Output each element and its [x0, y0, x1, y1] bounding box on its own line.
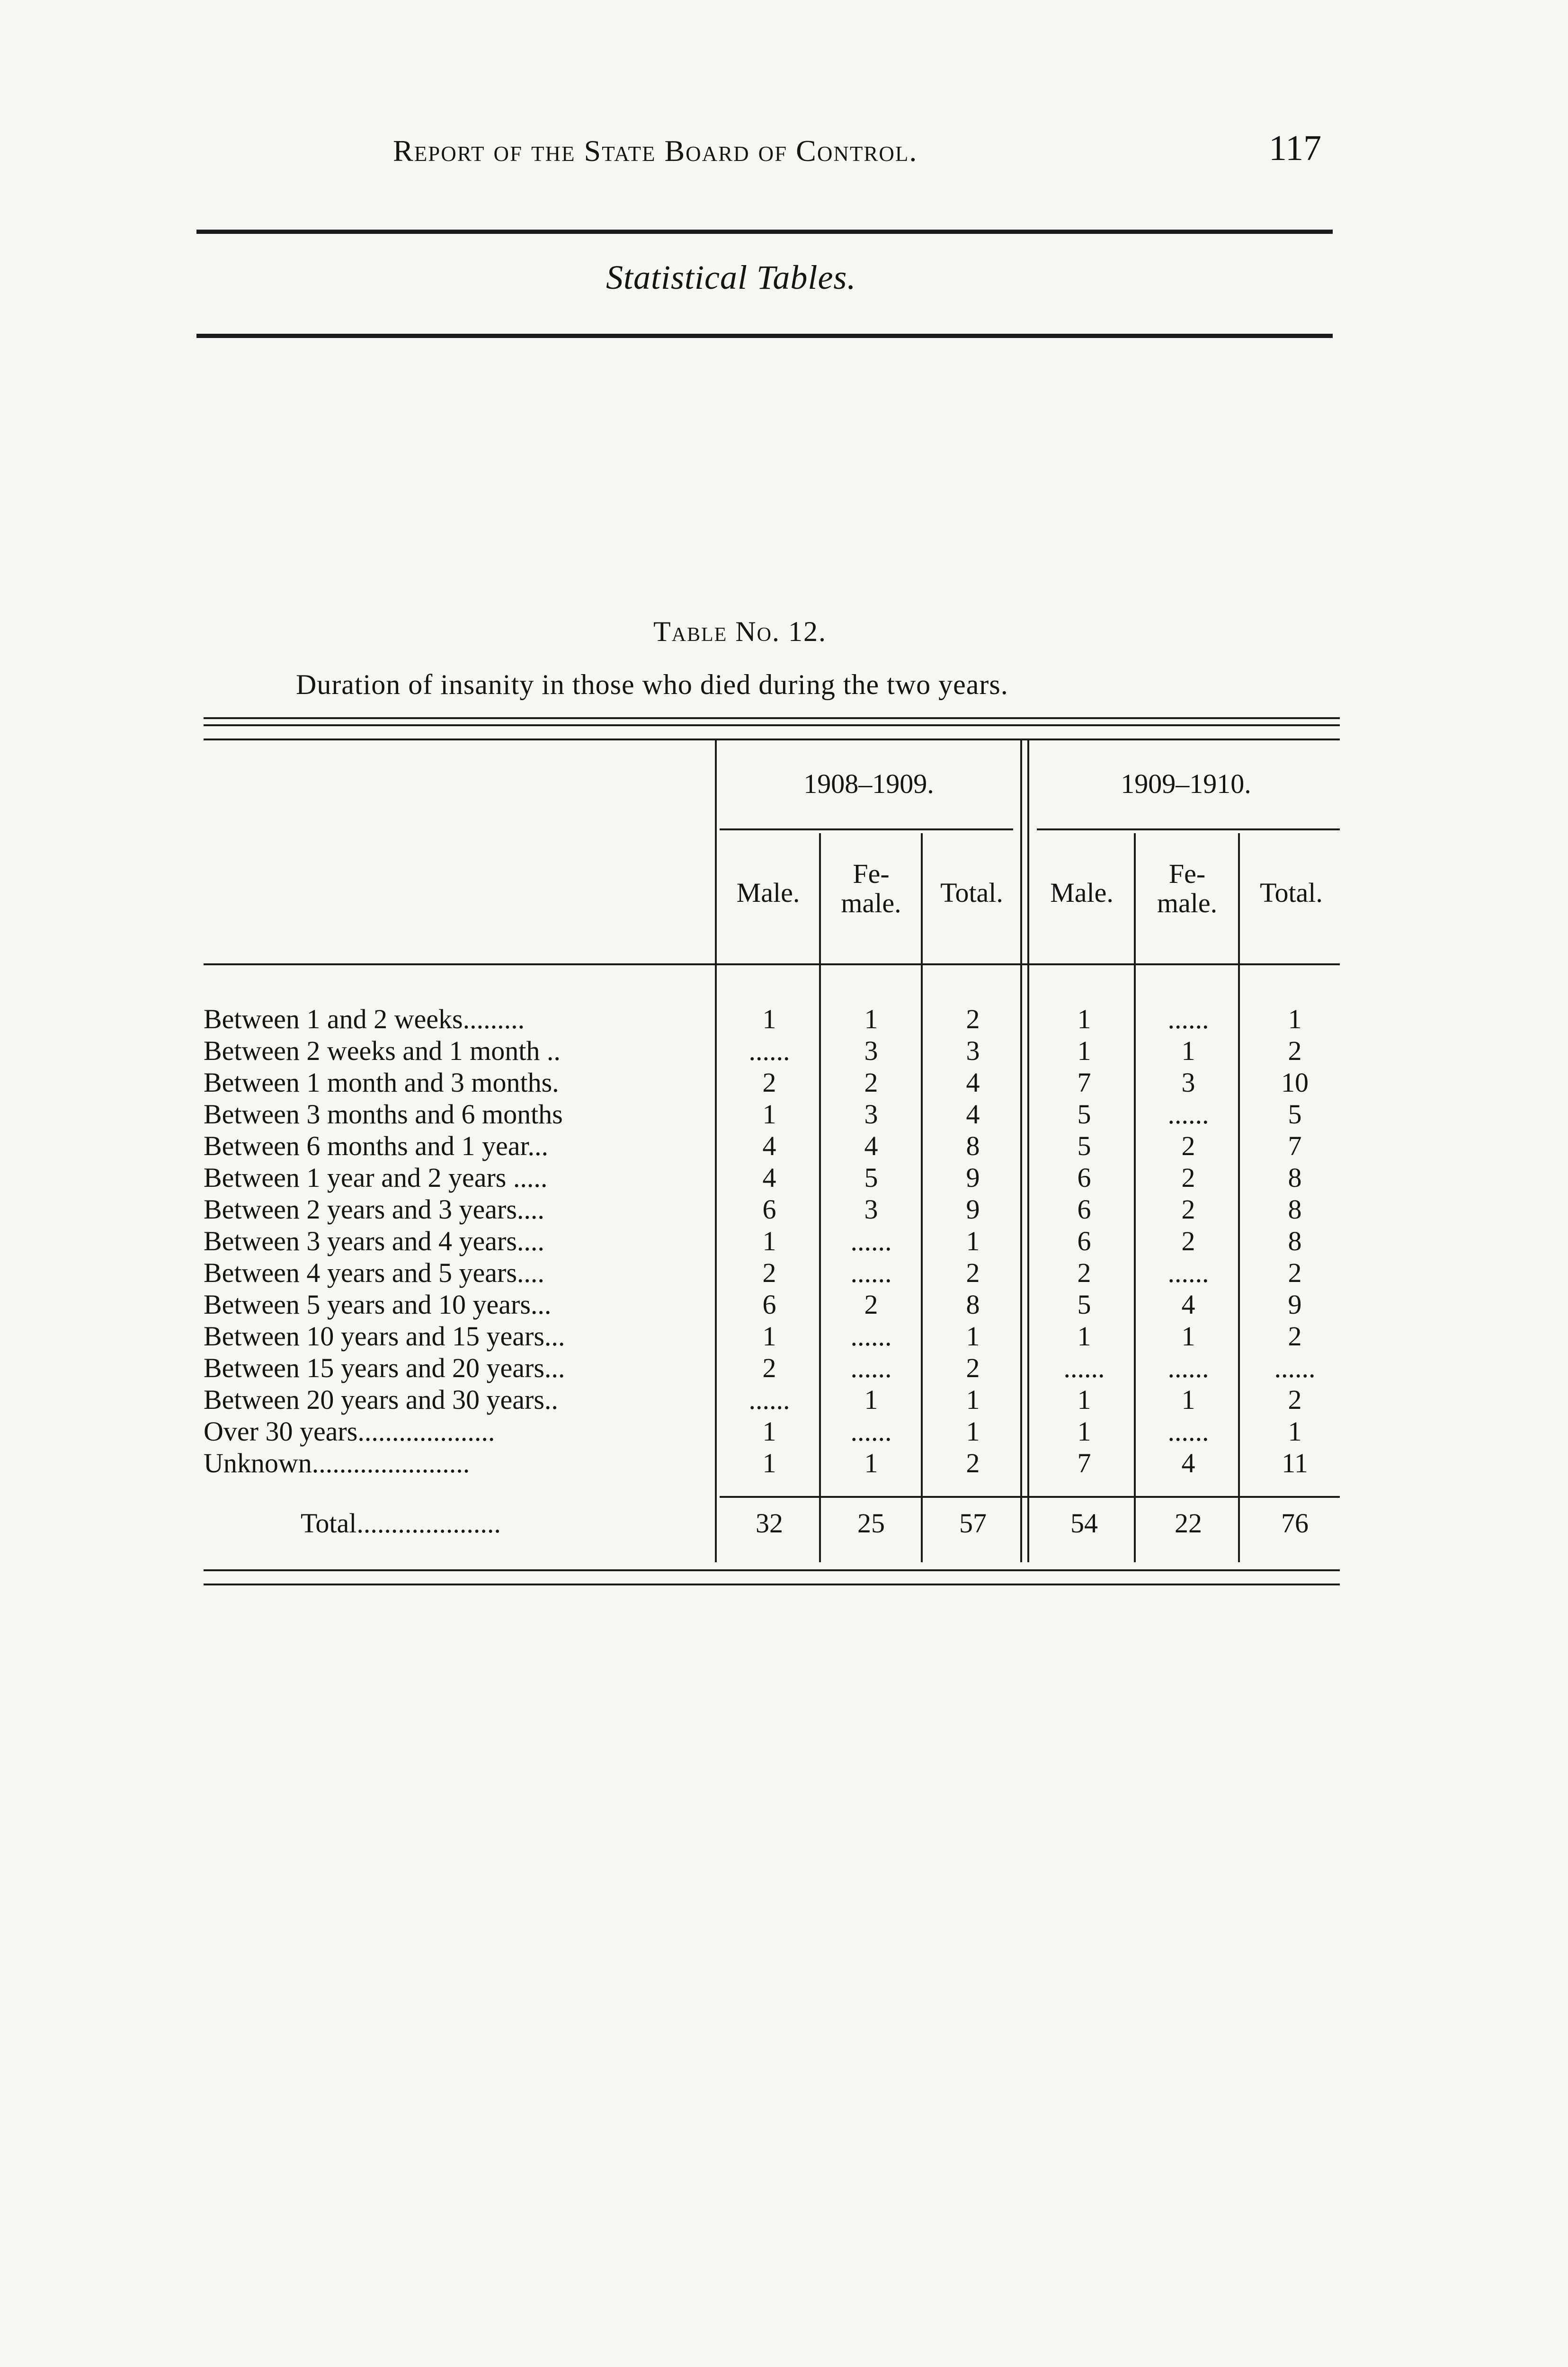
column-rule — [715, 739, 717, 1562]
table-cell: 1 — [762, 1416, 776, 1447]
table-cell: 2 — [1077, 1257, 1091, 1288]
table-cell: 1 — [762, 1448, 776, 1478]
header-rule-top — [196, 230, 1333, 234]
column-rule — [819, 833, 821, 1562]
table-cell: 4 — [864, 1130, 878, 1161]
table-cell: 8 — [966, 1130, 980, 1161]
column-heading-female-line2: male. — [841, 888, 901, 918]
column-heading-total: Total. — [1260, 877, 1323, 908]
table-cell: 7 — [1288, 1130, 1302, 1161]
table-cell: 1 — [1181, 1321, 1195, 1352]
table-cell: 7 — [1077, 1067, 1091, 1098]
table-cell: 5 — [1077, 1130, 1091, 1161]
table-cell: 10 — [1281, 1067, 1309, 1098]
table-bottom-rule — [204, 1569, 1340, 1571]
period-heading: 1909–1910. — [1121, 768, 1251, 799]
table-cell: 1 — [864, 1384, 878, 1415]
table-cell: 4 — [762, 1130, 776, 1161]
table-cell: ...... — [1063, 1353, 1105, 1383]
table-cell: 11 — [1282, 1448, 1308, 1478]
table-cell: 9 — [966, 1194, 980, 1225]
table-cell: 5 — [1077, 1099, 1091, 1130]
header-bottom-rule — [204, 963, 1340, 965]
table-cell: 1 — [1077, 1035, 1091, 1066]
table-bottom-rule — [204, 1584, 1340, 1585]
table-cell: 5 — [864, 1162, 878, 1193]
table-cell: 6 — [762, 1194, 776, 1225]
row-label: Between 5 years and 10 years... — [204, 1289, 552, 1320]
table-cell: 2 — [966, 1257, 980, 1288]
table-cell: 6 — [762, 1289, 776, 1320]
header-rule-bottom — [196, 334, 1333, 338]
table-cell: 1 — [1077, 1384, 1091, 1415]
table-cell: ...... — [1167, 1353, 1209, 1383]
table-cell: 5 — [1077, 1289, 1091, 1320]
running-head: Report of the State Board of Control. — [393, 134, 918, 168]
table-cell: ...... — [850, 1226, 892, 1256]
table-cell: 4 — [1181, 1289, 1195, 1320]
table-cell: 6 — [1077, 1194, 1091, 1225]
table-cell: 1 — [762, 1099, 776, 1130]
table-cell: 7 — [1077, 1448, 1091, 1478]
table-cell: 8 — [1288, 1226, 1302, 1256]
period-underline — [720, 828, 1013, 830]
row-label: Between 6 months and 1 year... — [204, 1130, 549, 1161]
table-cell: 2 — [966, 1353, 980, 1383]
column-heading-female — [821, 859, 921, 918]
column-heading-female-line1: Fe- — [853, 858, 890, 889]
row-label: Between 2 years and 3 years.... — [204, 1194, 544, 1225]
total-cell: 22 — [1175, 1508, 1202, 1539]
table-cell: 3 — [1181, 1067, 1195, 1098]
table-cell: ...... — [748, 1384, 790, 1415]
table-cell: 2 — [966, 1004, 980, 1034]
table-cell: 3 — [864, 1194, 878, 1225]
table-cell: 2 — [1288, 1321, 1302, 1352]
row-label: Between 10 years and 15 years... — [204, 1321, 565, 1352]
table-cell: 2 — [1288, 1384, 1302, 1415]
total-cell: 76 — [1281, 1508, 1309, 1539]
column-rule — [1027, 739, 1029, 1562]
page-number: 117 — [1269, 128, 1322, 168]
table-cell: 4 — [966, 1067, 980, 1098]
row-label: Between 2 weeks and 1 month .. — [204, 1035, 561, 1066]
table-cell: 1 — [966, 1384, 980, 1415]
table-cell: 8 — [1288, 1194, 1302, 1225]
row-label: Between 20 years and 30 years.. — [204, 1384, 558, 1415]
column-heading-total: Total. — [940, 877, 1003, 908]
table-cell: 1 — [1288, 1416, 1302, 1447]
table-cell: 2 — [1288, 1257, 1302, 1288]
row-label: Between 1 and 2 weeks......... — [204, 1004, 525, 1034]
total-cell: 54 — [1070, 1508, 1098, 1539]
table-cell: ...... — [850, 1321, 892, 1352]
row-label: Between 4 years and 5 years.... — [204, 1257, 544, 1288]
table-cell: 3 — [966, 1035, 980, 1066]
table-cell: 2 — [1181, 1194, 1195, 1225]
table-cell: 1 — [762, 1321, 776, 1352]
table-cell: 1 — [864, 1004, 878, 1034]
table-cell: 1 — [864, 1448, 878, 1478]
row-label: Between 3 months and 6 months — [204, 1099, 563, 1130]
section-title: Statistical Tables. — [606, 258, 856, 296]
table-top-rule — [204, 739, 1340, 740]
row-label: Over 30 years.................... — [204, 1416, 495, 1447]
table-cell: 1 — [1181, 1035, 1195, 1066]
column-rule — [1134, 833, 1136, 1562]
table-cell: 8 — [1288, 1162, 1302, 1193]
table-cell: ...... — [1167, 1004, 1209, 1034]
table-cell: 2 — [762, 1353, 776, 1383]
row-label: Between 3 years and 4 years.... — [204, 1226, 544, 1256]
table-cell: 2 — [1181, 1226, 1195, 1256]
table-cell: 2 — [1181, 1162, 1195, 1193]
period-heading: 1908–1909. — [803, 768, 934, 799]
table-cell: ...... — [1167, 1099, 1209, 1130]
row-label: Between 1 month and 3 months. — [204, 1067, 559, 1098]
table-top-rule — [204, 717, 1340, 719]
period-underline — [1037, 828, 1340, 830]
total-cell: 57 — [959, 1508, 987, 1539]
table-cell: ...... — [1167, 1257, 1209, 1288]
table-cell: 9 — [966, 1162, 980, 1193]
table-cell: 2 — [864, 1067, 878, 1098]
table-cell: 1 — [966, 1226, 980, 1256]
table-cell: 8 — [966, 1289, 980, 1320]
table-cell: 4 — [1181, 1448, 1195, 1478]
column-heading-female-line2: male. — [1157, 888, 1218, 918]
row-label: Unknown....................... — [204, 1448, 470, 1478]
row-label: Between 1 year and 2 years ..... — [204, 1162, 548, 1193]
column-heading-male: Male. — [1050, 877, 1114, 908]
total-label: Total..................... — [301, 1508, 501, 1539]
column-heading-female — [1136, 859, 1238, 918]
table-cell: ...... — [1274, 1353, 1316, 1383]
table-cell: 6 — [1077, 1162, 1091, 1193]
table-cell: 1 — [1181, 1384, 1195, 1415]
table-cell: ...... — [850, 1257, 892, 1288]
column-heading-male: Male. — [736, 877, 800, 908]
table-cell: 1 — [762, 1226, 776, 1256]
total-cell: 32 — [756, 1508, 783, 1539]
table-cell: 1 — [1077, 1416, 1091, 1447]
table-cell: 2 — [966, 1448, 980, 1478]
table-cell: 2 — [762, 1067, 776, 1098]
table-cell: 1 — [966, 1321, 980, 1352]
table-cell: 2 — [762, 1257, 776, 1288]
table-cell: 1 — [1077, 1004, 1091, 1034]
table-cell: 1 — [762, 1004, 776, 1034]
total-cell: 25 — [857, 1508, 885, 1539]
table-cell: ...... — [748, 1035, 790, 1066]
table-cell: 4 — [762, 1162, 776, 1193]
column-rule — [1238, 833, 1240, 1562]
table-cell: 5 — [1288, 1099, 1302, 1130]
table-cell: 1 — [966, 1416, 980, 1447]
column-heading-female-line1: Fe- — [1168, 858, 1206, 889]
total-rule — [720, 1496, 1340, 1498]
table-top-rule — [204, 724, 1340, 726]
table-cell: 6 — [1077, 1226, 1091, 1256]
table-number: Table No. 12. — [653, 616, 827, 647]
table-cell: ...... — [1167, 1416, 1209, 1447]
table-cell: 9 — [1288, 1289, 1302, 1320]
table-cell: 2 — [1181, 1130, 1195, 1161]
table-cell: 1 — [1077, 1321, 1091, 1352]
column-rule — [1020, 739, 1022, 1562]
row-label: Between 15 years and 20 years... — [204, 1353, 565, 1383]
table-cell: 2 — [864, 1289, 878, 1320]
column-rule — [921, 833, 923, 1562]
table-cell: 3 — [864, 1035, 878, 1066]
table-cell: ...... — [850, 1353, 892, 1383]
table-cell: 3 — [864, 1099, 878, 1130]
table-cell: 1 — [1288, 1004, 1302, 1034]
table-cell: 2 — [1288, 1035, 1302, 1066]
table-cell: ...... — [850, 1416, 892, 1447]
table-cell: 4 — [966, 1099, 980, 1130]
table-caption: Duration of insanity in those who died during the two years. — [296, 669, 1008, 700]
